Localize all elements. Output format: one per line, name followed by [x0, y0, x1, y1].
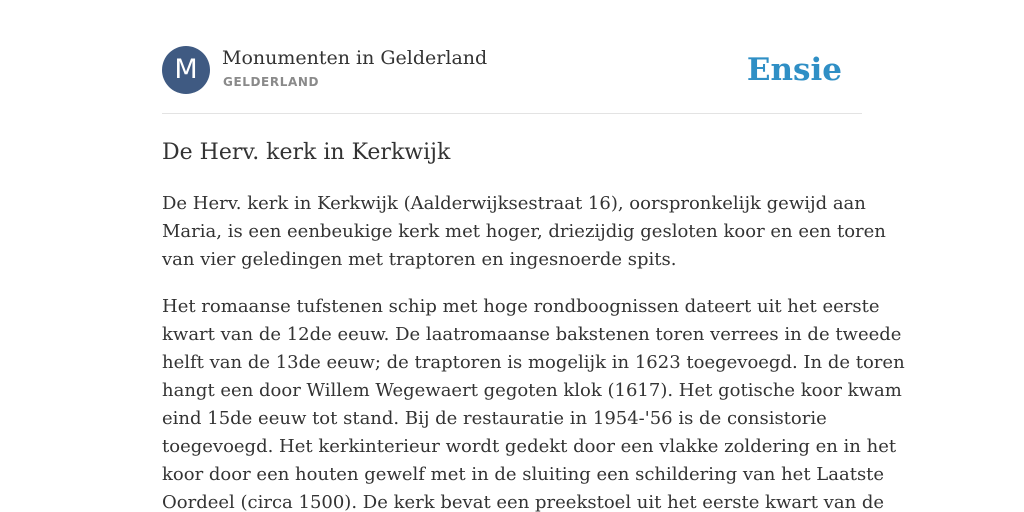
- article-paragraph: [162, 293, 905, 512]
- paragraph-line: van vier geledingen met traptoren en ingesnoerde spits.: [162, 249, 677, 270]
- paragraph-line: toegevoegd. Het kerkinterieur wordt gedekt door een vlakke zoldering en in het: [162, 436, 897, 457]
- channel-header: [162, 46, 862, 96]
- paragraph-line: De Herv. kerk in Kerkwijk (Aalderwijksestraat 16), oorspronkelijk gewijd aan: [162, 193, 866, 214]
- channel-region-tag[interactable]: GELDERLAND: [223, 75, 320, 89]
- paragraph-line: koor door een houten gewelf met in de sluiting een schildering van het Laatste: [162, 464, 885, 485]
- paragraph-line: Maria, is een eenbeukige kerk met hoger, driezijdig gesloten koor en een toren: [162, 221, 886, 242]
- paragraph-line: helft van de 13de eeuw; de traptoren is mogelijk in 1623 toegevoegd. In de toren: [162, 352, 905, 373]
- article-title: De Herv. kerk in Kerkwijk: [162, 140, 451, 165]
- ensie-logo[interactable]: Ensie: [746, 52, 842, 88]
- paragraph-line: hangt een door Willem Wegewaert gegoten klok (1617). Het gotische koor kwam: [162, 380, 902, 401]
- paragraph-line: kwart van de 12de eeuw. De laatromaanse bakstenen toren verrees in de tweede: [162, 324, 902, 345]
- paragraph-line: eind 15de eeuw tot stand. Bij de restauratie in 1954-'56 is de consistorie: [162, 408, 827, 429]
- channel-name-link[interactable]: Monumenten in Gelderland: [222, 47, 488, 69]
- paragraph-line: Oordeel (circa 1500). De kerk bevat een preekstoel uit het eerste kwart van de: [162, 492, 885, 512]
- article-paragraph: [162, 190, 886, 274]
- article-body: [162, 190, 905, 512]
- header-divider: [162, 113, 862, 114]
- paragraph-line: Het romaanse tufstenen schip met hoge rondboognissen dateert uit het eerste: [162, 296, 880, 317]
- channel-avatar[interactable]: M: [162, 46, 210, 94]
